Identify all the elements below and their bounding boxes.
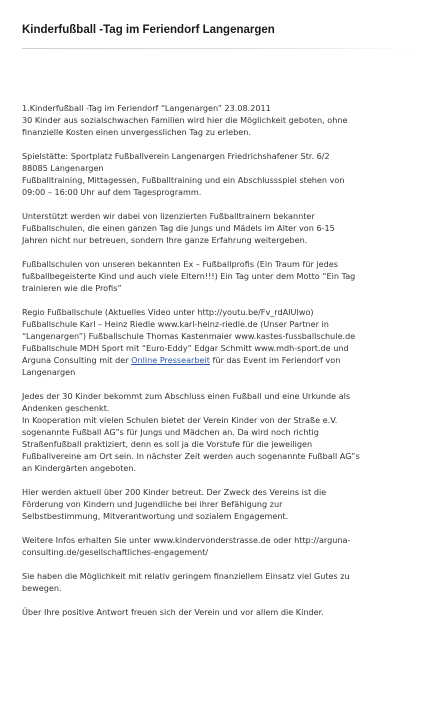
text-line: Straßenfußball praktiziert, denn es soll ja die Vorstufe für die jeweiligen	[22, 439, 313, 449]
text-line: bewegen.	[22, 583, 62, 593]
text-line: Fußballschule Karl – Heinz Riedle www.karl-heinz-riedle.de (Unser Partner in	[22, 319, 329, 329]
text-line: “Langenargen”) Fußballschule Thomas Kastenmaier www.kastes-fussballschule.de	[22, 331, 356, 341]
closing-paragraph	[22, 606, 417, 618]
purpose-paragraph	[22, 486, 417, 522]
text-line: sogenannte Fußball AG”s für Jungs und Mädchen an. Da wird noch richtig	[22, 427, 319, 437]
link-prefix: Arguna Consulting mit der	[22, 355, 132, 365]
article-body	[22, 102, 417, 630]
text-line: Selbstbestimmung, Mitverantwortung und sozialem Engagement.	[22, 511, 289, 521]
text-line: Andenken geschenkt.	[22, 403, 110, 413]
text-line: fußballbegeisterte Kind und auch viele Eltern!!!) Ein Tag unter dem Motto “Ein Tag	[22, 271, 356, 281]
schools-paragraph	[22, 306, 417, 378]
text-line: 30 Kinder aus sozialschwachen Familien wird hier die Möglichkeit geboten, ohne	[22, 115, 348, 125]
text-line: Hier werden aktuell über 200 Kinder betreut. Der Zweck des Vereins ist die	[22, 487, 327, 497]
text-line: an Kindergärten angeboten.	[22, 463, 137, 473]
text-line: Unterstützt werden wir dabei von lizenzierten Fußballtrainern bekannter	[22, 211, 315, 221]
donation-paragraph	[22, 570, 417, 594]
gift-paragraph	[22, 390, 417, 474]
text-line: Fußballschulen von unseren bekannten Ex – Fußballprofis (Ein Traum für jedes	[22, 259, 338, 269]
text-line: Spielstätte: Sportplatz Fußballverein Langenargen Friedrichshafener Str. 6/2	[22, 151, 330, 161]
title-divider	[22, 48, 414, 49]
text-line: Fußballvereine am Ort sein. In nächster Zeit werden auch sogenannte Fußball AG”s	[22, 451, 360, 461]
text-line: Weitere Infos erhalten Sie unter www.kindervonderstrasse.de oder http://arguna-	[22, 535, 351, 545]
link-suffix: für das Event im Feriendorf von	[209, 355, 341, 365]
text-line: finanzielle Kosten einen unvergesslichen Tag zu erleben.	[22, 127, 251, 137]
text-line: Fußballschulen, die einen ganzen Tag die Jungs und Mädels im Alter von 6-15	[22, 223, 335, 233]
text-line: Jedes der 30 Kinder bekommt zum Abschluss einen Fußball und eine Urkunde als	[22, 391, 351, 401]
text-line: trainieren wie die Profis”	[22, 283, 122, 293]
info-paragraph	[22, 534, 417, 558]
text-line: Fußballtraining, Mittagessen, Fußballtraining und ein Abschlussspiel stehen von	[22, 175, 345, 185]
support-paragraph	[22, 210, 417, 246]
text-line: 09:00 – 16:00 Uhr auf dem Tagesprogramm.	[22, 187, 202, 197]
text-line: consulting.de/gesellschaftliches-engagement/	[22, 547, 209, 557]
text-line: Förderung von Kindern und Jugendliche bei ihrer Befähigung zur	[22, 499, 283, 509]
text-line: Regio Fußballschule (Aktuelles Video unter http://youtu.be/Fv_rdAIUIwo)	[22, 307, 314, 317]
profis-paragraph	[22, 258, 417, 294]
text-line-with-link	[22, 354, 417, 366]
intro-paragraph	[22, 102, 417, 138]
venue-paragraph	[22, 150, 417, 198]
text-line: 88085 Langenargen	[22, 163, 104, 173]
text-line: Über Ihre positive Antwort freuen sich der Verein und vor allem die Kinder.	[22, 607, 324, 617]
text-line: Jahren nicht nur betreuen, sondern Ihre ganze Erfahrung weitergeben.	[22, 235, 308, 245]
text-line: Sie haben die Möglichkeit mit relativ geringem finanziellem Einsatz viel Gutes zu	[22, 571, 350, 581]
online-pressearbeit-link[interactable]: Online Pressearbeit	[131, 355, 210, 365]
text-line: Langenargen	[22, 367, 76, 377]
text-line: In Kooperation mit vielen Schulen bietet der Verein Kinder von der Straße e.V.	[22, 415, 338, 425]
text-line: Fußballschule MDH Sport mit “Euro-Eddy” Edgar Schmitt www.mdh-sport.de und	[22, 343, 349, 353]
article-header	[22, 22, 414, 49]
article-title: Kinderfußball -Tag im Feriendorf Langenargen	[22, 24, 275, 36]
text-line: 1.Kinderfußball -Tag im Feriendorf “Langenargen” 23.08.2011	[22, 103, 271, 113]
